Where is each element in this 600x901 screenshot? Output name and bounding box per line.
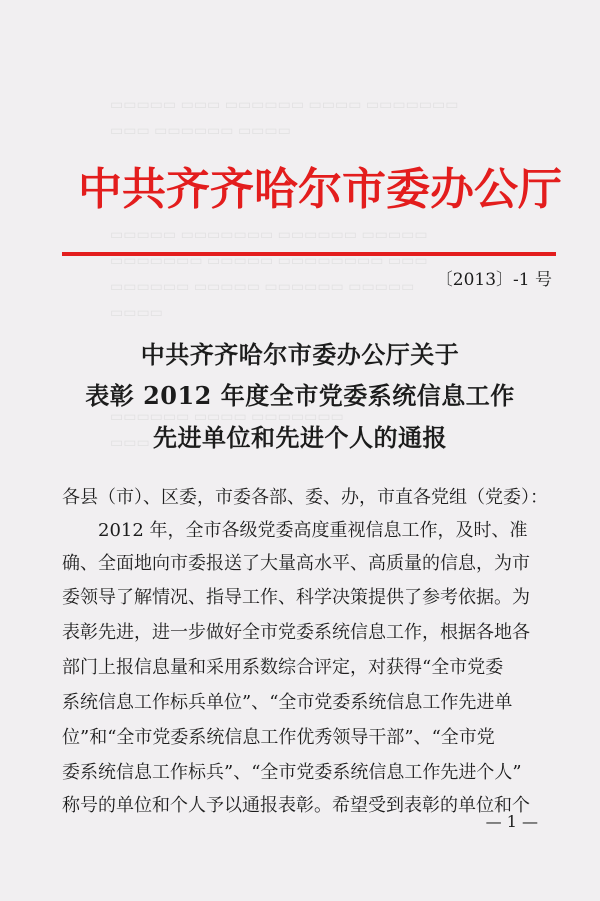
red-separator-line <box>62 252 556 256</box>
salutation: 各县（市）、区委，市委各部、委、办，市直各党组（党委）： <box>62 487 548 508</box>
body-line: 部门上报信息量和采用系数综合评定，对获得“全市党委 <box>62 657 504 678</box>
body-line: 称号的单位和个人予以通报表彰。希望受到表彰的单位和个 <box>62 795 530 816</box>
show-through-texture: ▭▭▭▭▭ ▭▭▭ ▭▭▭▭▭▭ ▭▭▭▭ ▭▭▭▭▭▭▭ ▭▭▭ ▭▭▭▭▭▭ ▭▭▭▭ ▭▭▭▭▭ ▭▭▭▭▭▭▭ ▭▭▭▭▭▭ ▭▭▭▭▭ ▭▭▭▭▭▭▭ ▭▭▭▭▭ ▭▭▭▭▭▭▭▭ ▭▭▭ ▭▭▭▭▭▭ ▭▭▭▭▭ ▭▭▭▭▭▭ ▭▭▭▭▭ ▭▭▭▭ ▭▭▭▭▭▭ ▭▭▭▭ ▭▭▭▭▭▭▭ ▭▭▭ <box>110 97 459 451</box>
document-title-line-3: 先进单位和先进个人的通报 <box>153 423 447 452</box>
body-line: 委领导了解情况、指导工作、科学决策提供了参考依据。为 <box>62 587 530 608</box>
body-line: 委系统信息工作标兵”、“全市党委系统信息工作先进个人” <box>62 762 522 783</box>
document-title-line-2: 表彰 2012 年度全市党委系统信息工作 <box>85 381 515 410</box>
body-line: 位”和“全市党委系统信息工作优秀领导干部”、“全市党 <box>62 727 495 748</box>
issuer-header: 中共齐齐哈尔市委办公厅 <box>78 164 562 215</box>
body-line: 2012 年，全市各级党委高度重视信息工作，及时、准 <box>62 520 528 541</box>
body-line: 系统信息工作标兵单位”、“全市党委系统信息工作先进单 <box>62 692 513 713</box>
document-number: 〔2013〕-1 号 <box>435 270 552 290</box>
body-line: 确、全面地向市委报送了大量高水平、高质量的信息，为市 <box>62 553 530 574</box>
document-title-line-1: 中共齐齐哈尔市委办公厅关于 <box>140 340 460 369</box>
body-line: 表彰先进，进一步做好全市党委系统信息工作，根据各地各 <box>62 622 530 643</box>
page-number: — 1 — <box>485 812 538 831</box>
